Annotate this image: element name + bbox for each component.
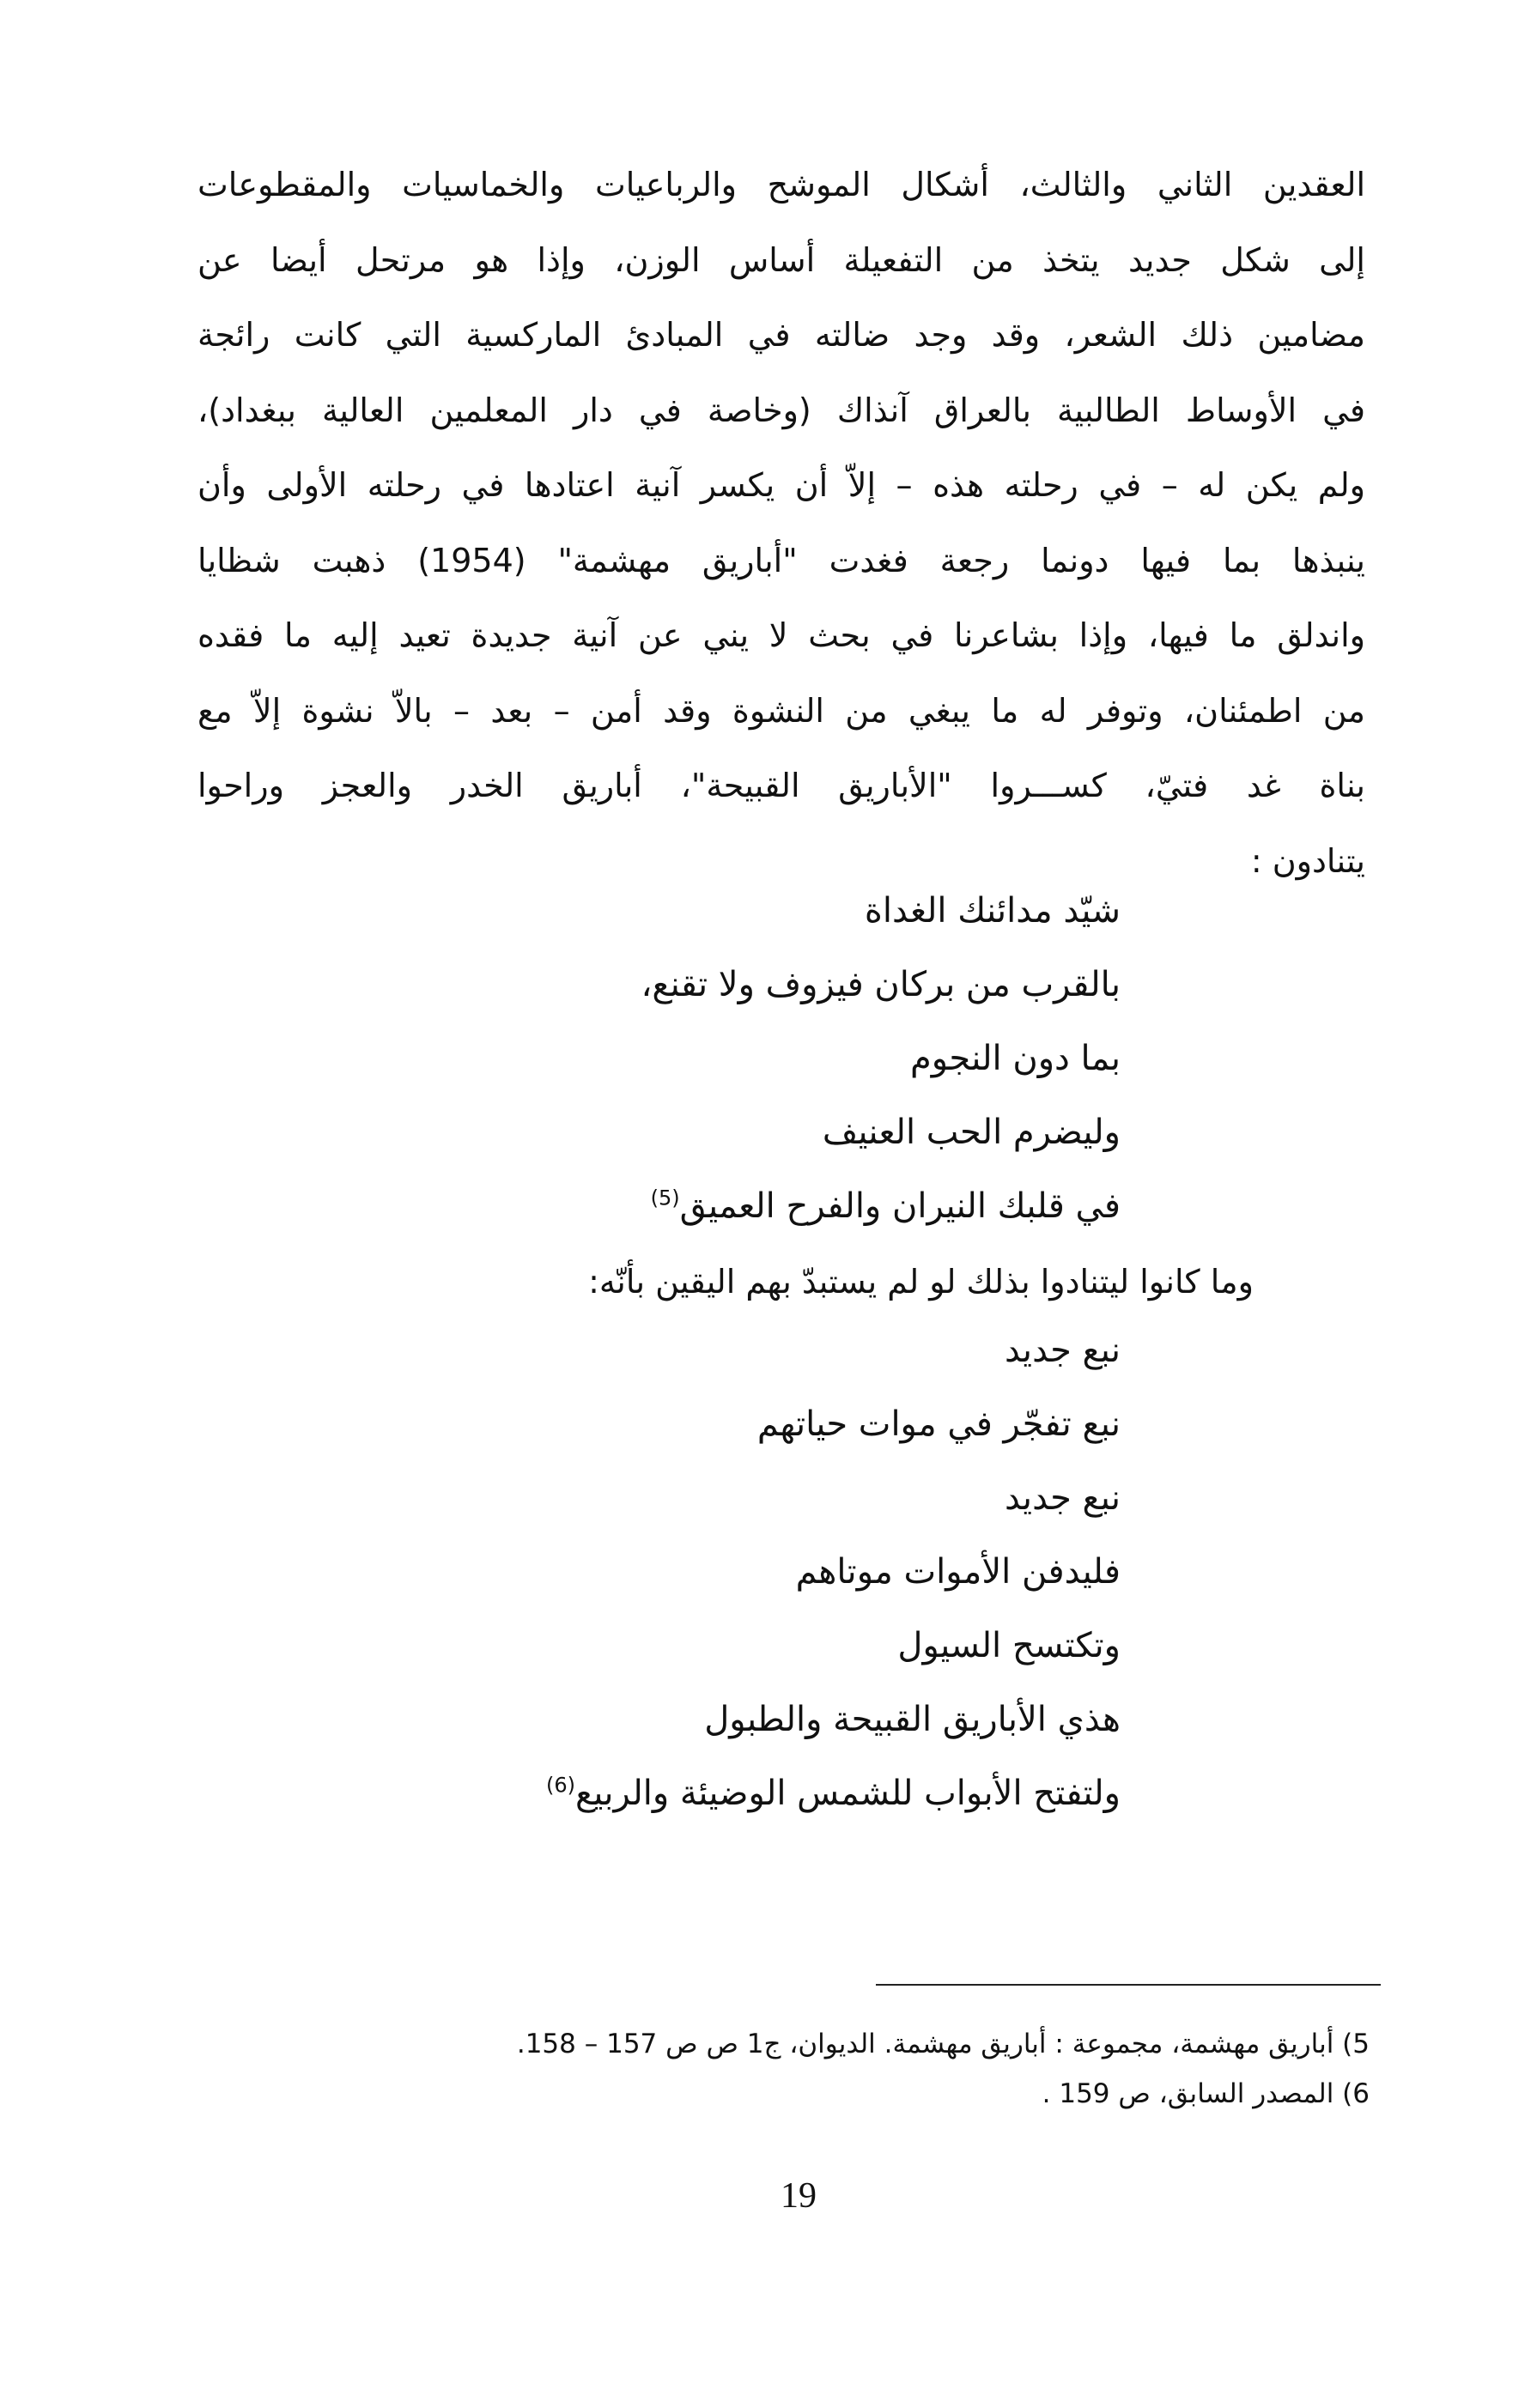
paragraph-line: ولم يكن له – في رحلته هذه – إلاّ أن يكسر آنية اعتادها في رحلته الأولى وأن <box>197 466 1365 504</box>
footnotes <box>517 2019 1370 2119</box>
body-paragraph <box>197 148 1365 899</box>
paragraph-line: من اطمئنان، وتوفر له ما يبغي من النشوة وقد أمن – بعد – بالاّ نشوة إلاّ مع <box>197 691 1365 730</box>
page-number: 19 <box>781 2176 817 2216</box>
paragraph-line: يتنادون : <box>1250 841 1365 880</box>
poem-verse: نبع جديد <box>1004 1478 1121 1518</box>
poem-verse-last <box>641 1169 1121 1243</box>
footnote-separator <box>876 1984 1381 1986</box>
footnote-reference: (5) <box>650 1186 680 1210</box>
paragraph-line: مضامين ذلك الشعر، وقد وجد ضالته في المبادئ الماركسية التي كانت رائجة <box>197 316 1365 354</box>
poem-verse: شيّد مدائنك الغداة <box>864 891 1121 931</box>
poem-verse-last <box>546 1756 1121 1830</box>
paragraph-line: واندلق ما فيها، وإذا بشاعرنا في بحث لا يني عن آنية جديدة تعيد إليه ما فقده <box>197 616 1365 654</box>
poem-verse: نبع تفجّر في موات حياتهم <box>756 1404 1121 1444</box>
poem-verse: بالقرب من بركان فيزوف ولا تقنع، <box>641 965 1121 1004</box>
paragraph-line: إلى شكل جديد يتخذ من التفعيلة أساس الوزن، وإذا هو مرتحل أيضا عن <box>197 240 1365 279</box>
footnote-reference: (6) <box>545 1773 576 1798</box>
paragraph-line: في الأوساط الطالبية بالعراق آنذاك (وخاصة في دار المعلمين العالية ببغداد)، <box>197 391 1365 429</box>
poem-verse-text: في قلبك النيران والفرح العميق <box>679 1186 1121 1226</box>
poem-quotation-two <box>546 1313 1121 1830</box>
paragraph-line: العقدين الثاني والثالث، أشكال الموشح والرباعيات والخماسيات والمقطوعات <box>197 166 1365 203</box>
poem-verse: فليدفن الأموات موتاهم <box>795 1552 1121 1592</box>
footnote: 5) أباريق مهشمة، مجموعة : أباريق مهشمة. الديوان، ج1 ص ص 157 – 158. <box>516 2029 1370 2059</box>
transition-sentence: وما كانوا ليتنادوا بذلك لو لم يستبدّ بهم اليقين بأنّه: <box>588 1263 1254 1301</box>
paragraph-line: بناة غد فتيّ، كســـروا "الأباريق القبيحة"، أباريق الخدر والعجز وراحوا <box>197 767 1365 804</box>
poem-verse: هذي الأباريق القبيحة والطبول <box>704 1700 1121 1739</box>
poem-verse: نبع جديد <box>1004 1331 1121 1370</box>
poem-verse: بما دون النجوم <box>910 1039 1121 1078</box>
poem-verse: وليضرم الحب العنيف <box>822 1113 1121 1152</box>
footnote: 6) المصدر السابق، ص 159 . <box>1042 2078 1370 2109</box>
poem-verse-text: ولتفتح الأبواب للشمس الوضيئة والربيع <box>575 1774 1121 1813</box>
paragraph-line: ينبذها بما فيها دونما رجعة فغدت "أباريق مهشمة" (1954) ذهبت شظايا <box>197 541 1366 579</box>
poem-quotation-one <box>641 874 1121 1243</box>
poem-verse: وتكتسح السيول <box>897 1626 1121 1665</box>
